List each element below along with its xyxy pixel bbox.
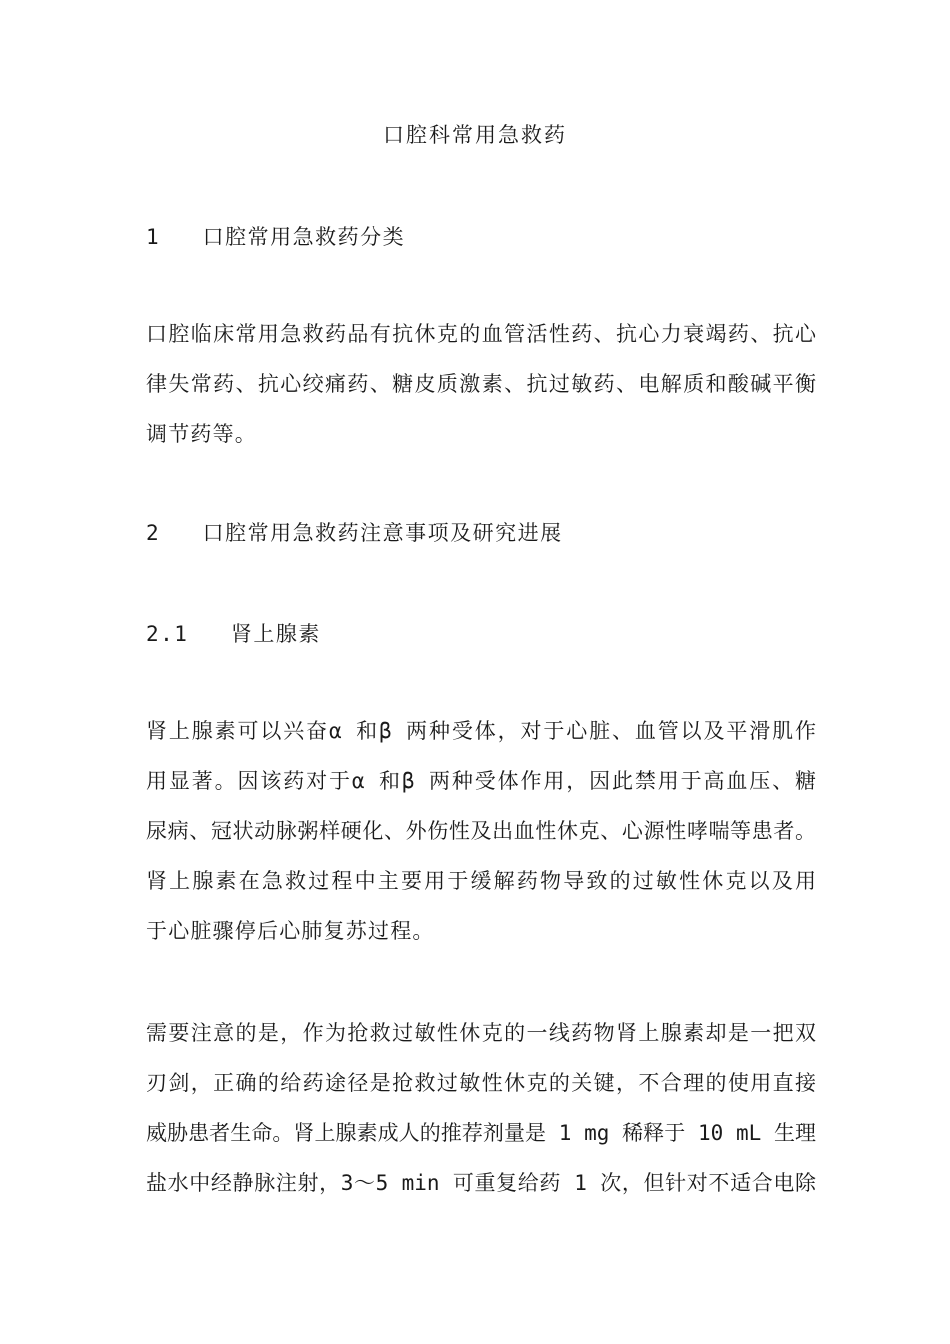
- paragraph-line: 盐水中经静脉注射，3～5 min 可重复给药 1 次，但针对不适合电除: [146, 1171, 816, 1195]
- paragraph-line: 律失常药、抗心绞痛药、糖皮质激素、抗过敏药、电解质和酸碱平衡: [146, 372, 816, 396]
- section-heading-1: 1 口腔常用急救药分类: [146, 225, 406, 249]
- paragraph-line: 威胁患者生命。肾上腺素成人的推荐剂量是 1 mg 稀释于 10 mL 生理: [146, 1121, 816, 1145]
- section-heading-2: 2 口腔常用急救药注意事项及研究进展: [146, 521, 563, 545]
- paragraph-line: 肾上腺素可以兴奋α 和β 两种受体，对于心脏、血管以及平滑肌作: [146, 719, 816, 743]
- paragraph-3: [146, 1008, 816, 1208]
- paragraph-line: 用显著。因该药对于α 和β 两种受体作用，因此禁用于高血压、糖: [146, 769, 816, 793]
- paragraph-line: 肾上腺素在急救过程中主要用于缓解药物导致的过敏性休克以及用: [146, 869, 816, 893]
- paragraph-line: 需要注意的是，作为抢救过敏性休克的一线药物肾上腺素却是一把双: [146, 1021, 816, 1045]
- paragraph-line: 口腔临床常用急救药品有抗休克的血管活性药、抗心力衰竭药、抗心: [146, 322, 816, 346]
- paragraph-line: 于心脏骤停后心肺复苏过程。: [146, 919, 435, 943]
- paragraph-line: 调节药等。: [146, 422, 257, 446]
- paragraph-line: 刃剑，正确的给药途径是抢救过敏性休克的关键，不合理的使用直接: [146, 1071, 816, 1095]
- document-title: 口腔科常用急救药: [383, 123, 567, 147]
- paragraph-line: 尿病、冠状动脉粥样硬化、外伤性及出血性休克、心源性哮喘等患者。: [146, 819, 816, 843]
- paragraph-2: [146, 706, 816, 956]
- section-heading-2-1: 2.1 肾上腺素: [146, 622, 321, 646]
- paragraph-1: [146, 309, 816, 459]
